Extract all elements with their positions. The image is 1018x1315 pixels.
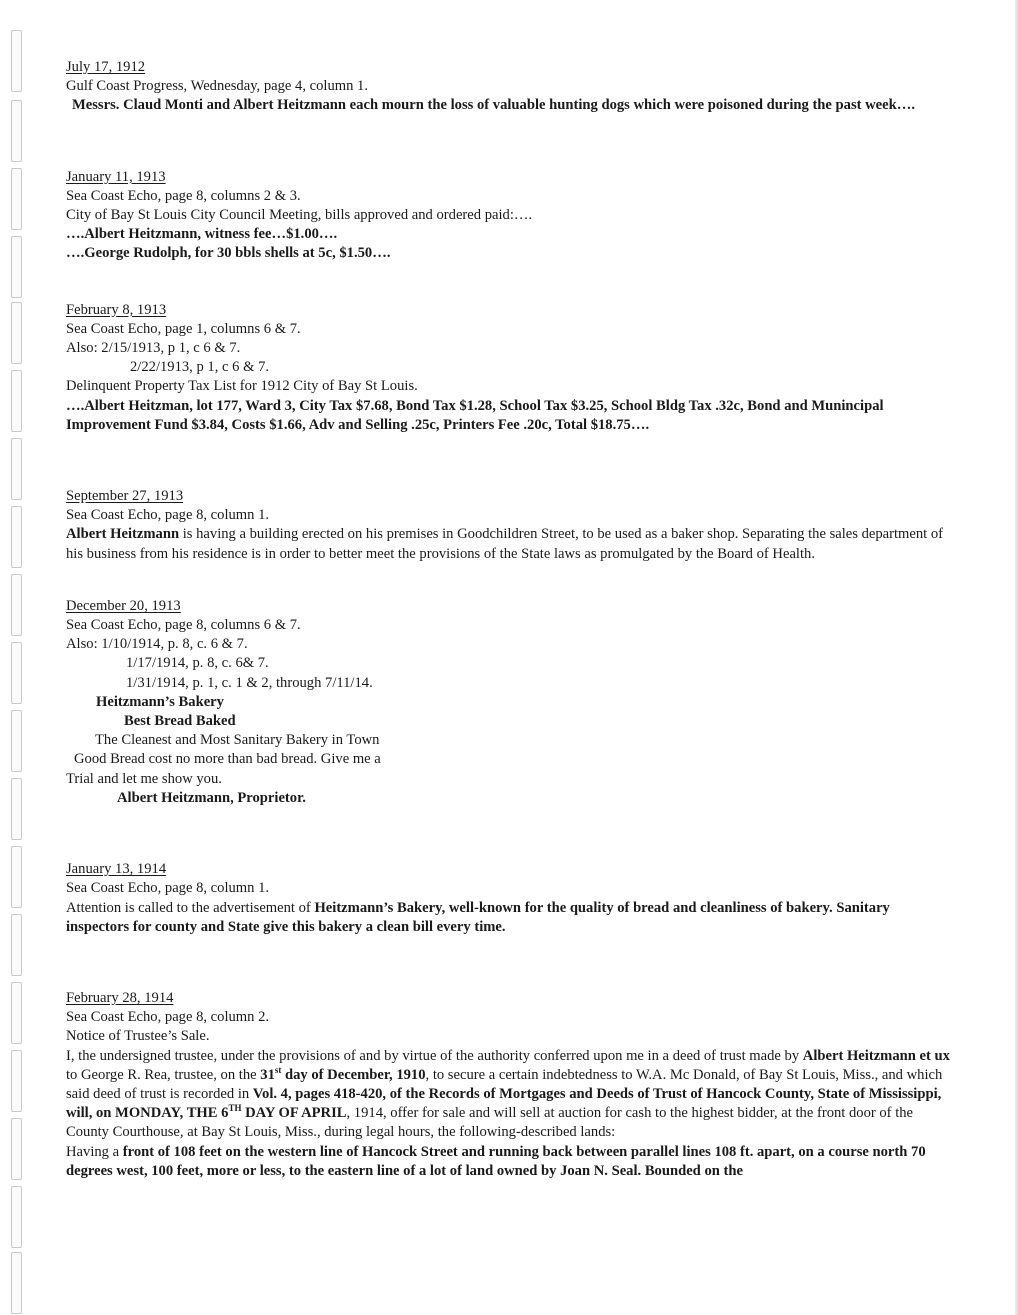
notice-text-bold: front of 108 feet on the western line of Hancock Street and running back between parallel lines 108 ft. apart, on a course north 70 degrees west, 100 feet, more or less, to the eastern line of a lot of land owned by Joan N. Seal. Bounded on the [66, 1143, 926, 1179]
binder-hole-mark [11, 1050, 22, 1112]
entry-source: Sea Coast Echo, page 8, columns 6 & 7. [66, 617, 301, 634]
entry-1914-02-28 [66, 989, 956, 1181]
notice-text-bold: Vol. 4, pages 418-420, of the Records of Mortgages and Deeds of Trust of Hancock County, State of Mississippi, will, on MONDAY, THE 6 [66, 1085, 942, 1122]
binder-hole-mark [11, 574, 22, 636]
binder-hole-mark [11, 914, 22, 976]
binder-hole-mark [11, 302, 22, 364]
entry-source: Sea Coast Echo, page 1, columns 6 & 7. [66, 320, 301, 337]
binder-hole-mark [11, 236, 22, 298]
ad-line: Good Bread cost no more than bad bread. Give me a [74, 751, 381, 768]
binder-hole-mark [11, 168, 22, 230]
entry-date: February 28, 1914 [66, 989, 174, 1006]
binder-hole-mark [11, 1252, 22, 1314]
entry-text-bold: Albert Heitzmann [66, 526, 180, 543]
notice-text: I, the undersigned trustee, under the provisions of and by virtue of the authority conferred upon me in a deed of trust made by [66, 1047, 803, 1064]
binder-hole-mark [11, 506, 22, 568]
entry-text [66, 899, 956, 937]
notice-text-bold: Albert Heitzmann et ux [802, 1047, 950, 1064]
binder-hole-mark [11, 710, 22, 772]
entry-1913-01-11 [66, 168, 956, 264]
binder-hole-mark [11, 438, 22, 500]
entry-date: January 11, 1913 [66, 168, 166, 185]
notice-paragraph [66, 1047, 956, 1143]
notice-paragraph [66, 1143, 956, 1181]
binder-hole-mark [11, 370, 22, 432]
entry-source: Sea Coast Echo, page 8, columns 2 & 3. [66, 187, 301, 204]
binder-hole-mark [11, 1118, 22, 1180]
entry-date: September 27, 1913 [66, 488, 184, 505]
entry-text: Messrs. Claud Monti and Albert Heitzmann each mourn the loss of valuable hunting dogs which were poisoned during the past week…. [72, 97, 915, 114]
ad-line: Trial and let me show you. [66, 770, 222, 787]
entry-text-bold: ….Albert Heitzmann, witness fee…$1.00…. [66, 226, 338, 243]
notice-text: , to secure a certain indebtedness to W.A. Mc Donald, of Bay St Louis, Miss., and which said deed of trust is recorded in [66, 1066, 943, 1102]
ad-signature: Albert Heitzmann, Proprietor. [117, 789, 306, 806]
ad-subtitle: Best Bread Baked [124, 713, 236, 730]
notice-text-bold: 31 [260, 1066, 275, 1083]
entry-source: Sea Coast Echo, page 8, column 2. [66, 1009, 270, 1026]
ad-title: Heitzmann’s Bakery [96, 693, 224, 710]
entry-text-bold: Heitzmann’s Bakery, well-known for the quality of bread and cleanliness of bakery. Sanitary inspectors for county and State give this bakery a clean bill every time. [66, 899, 890, 935]
entry-also: Also: 1/10/1914, p. 8, c. 6 & 7. [66, 636, 248, 653]
notice-text-bold: day of December, 1910 [281, 1066, 426, 1083]
entry-1914-01-13 [66, 860, 956, 937]
notice-heading: Notice of Trustee’s Sale. [66, 1028, 210, 1045]
entry-date: December 20, 1913 [66, 597, 181, 614]
entry-1913-12-20 [66, 597, 956, 808]
notice-superscript: TH [228, 1103, 242, 1114]
document-body [66, 58, 956, 1181]
entry-source: Sea Coast Echo, page 8, column 1. [66, 507, 270, 524]
entry-date: July 17, 1912 [66, 59, 146, 75]
entry-also: Also: 2/15/1913, p 1, c 6 & 7. [66, 340, 241, 357]
entry-source: Gulf Coast Progress, Wednesday, page 4, column 1. [66, 78, 368, 95]
entry-1913-09-27 [66, 487, 956, 564]
notice-text: , 1914, offer for sale and will sell at auction for cash to the highest bidder, at the front door of the County Courthouse, at Bay St Louis, Miss., during legal hours, the following-described lands: [66, 1105, 914, 1141]
entry-text-bold: ….George Rudolph, for 30 bbls shells at 5c, $1.50…. [66, 245, 391, 262]
entry-text-body: is having a building erected on his premises in Goodchildren Street, to be used as a baker shop. Separating the sales department of his business from his residence is in order to better meet the provisions of the State laws as promulgated by the Board of Health. [66, 526, 944, 562]
binder-hole-mark [11, 982, 22, 1044]
entry-1913-02-08 [66, 301, 956, 435]
entry-date: January 13, 1914 [66, 861, 167, 878]
notice-text: to George R. Rea, trustee, on the [66, 1066, 261, 1083]
entry-also: 1/31/1914, p. 1, c. 1 & 2, through 7/11/14. [126, 674, 373, 691]
binder-hole-mark [11, 778, 22, 840]
entry-date: February 8, 1913 [66, 301, 167, 318]
entry-text: Delinquent Property Tax List for 1912 City of Bay St Louis. [66, 378, 418, 395]
entry-text-bold: ….Albert Heitzman, lot 177, Ward 3, City Tax $7.68, Bond Tax $1.28, School Tax $3.25, School Bldg Tax .32c, Bond and Munincipal Improvement Fund $3.84, Costs $1.66, Adv and Selling .25c, Printers Fee .20c, Total $18.75…. [66, 397, 884, 433]
entry-also: 2/22/1913, p 1, c 6 & 7. [130, 359, 270, 376]
entry-also: 1/17/1914, p. 8, c. 6& 7. [126, 655, 269, 672]
binder-hole-mark [11, 30, 22, 92]
ad-line: The Cleanest and Most Sanitary Bakery in Town [95, 732, 380, 749]
binder-hole-mark [11, 642, 22, 704]
entry-1912-07-17 [66, 58, 956, 116]
entry-text-body: Attention is called to the advertisement of [66, 899, 315, 916]
binder-hole-mark [11, 846, 22, 908]
entry-source: Sea Coast Echo, page 8, column 1. [66, 880, 270, 897]
notice-text-bold: DAY OF APRIL [241, 1105, 347, 1122]
binder-hole-mark [11, 1186, 22, 1248]
entry-text [66, 525, 956, 563]
notice-text: Having a [66, 1143, 123, 1160]
notice-superscript: st [274, 1064, 282, 1075]
binder-hole-mark [11, 100, 22, 162]
entry-text: City of Bay St Louis City Council Meeting, bills approved and ordered paid:…. [66, 207, 533, 224]
